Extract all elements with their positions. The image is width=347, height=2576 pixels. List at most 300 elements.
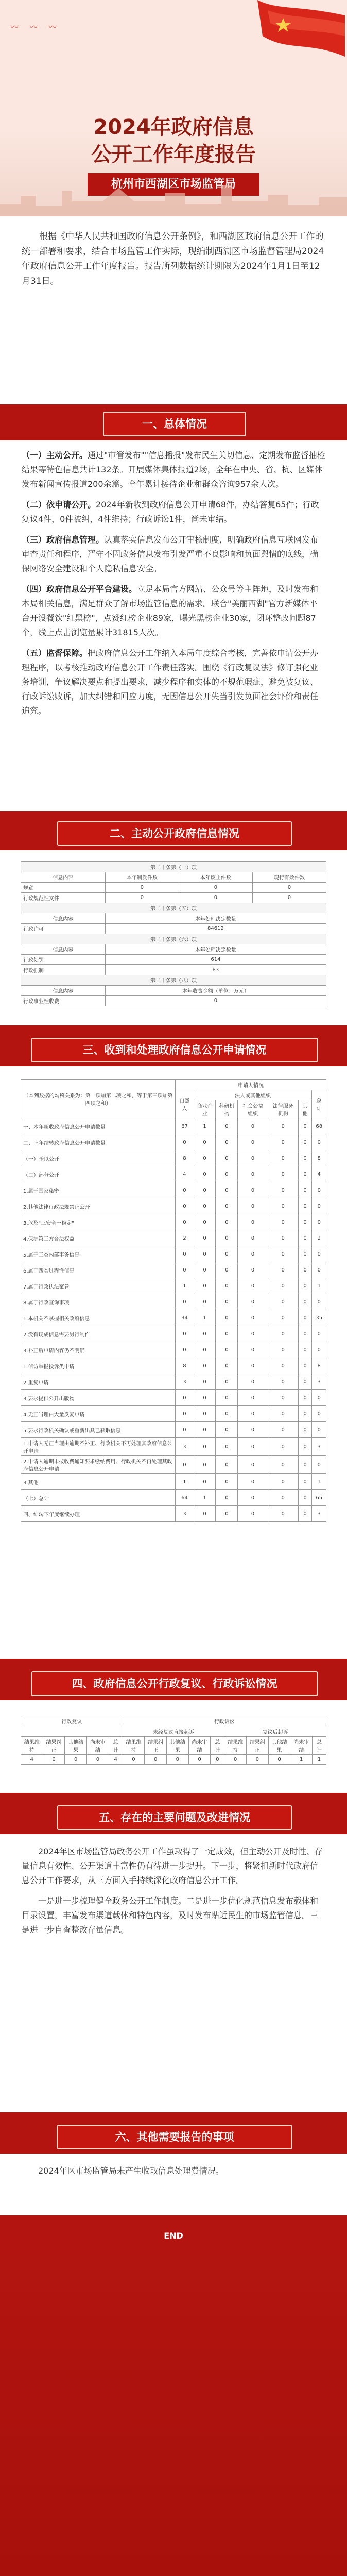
table3-row [21, 1182, 326, 1198]
table4-cell: 0 [145, 1755, 167, 1765]
table3-cell: 0 [312, 1342, 326, 1358]
review-litigation-table [21, 1716, 326, 1765]
overview-item-3 [22, 533, 325, 576]
table3-cell: 3 [312, 1506, 326, 1522]
table3-cell: 0 [312, 1326, 326, 1342]
table3-cell: 0 [312, 1182, 326, 1198]
table3-cell: 0 [238, 1118, 268, 1134]
table3-legal-header: 法人或其他组织 [194, 1090, 312, 1100]
table4-col: 结果纠正 [43, 1737, 65, 1755]
table3-cell: 0 [216, 1342, 238, 1358]
table3-cell: 0 [194, 1342, 216, 1358]
table3-row [21, 1134, 326, 1150]
table3-cell: 0 [268, 1490, 298, 1506]
table3-cell: 0 [268, 1198, 298, 1214]
overview-item-2-body: 2024年新收到政府信息公开申请68件，办结答复65件；行政复议4件，0件被纠，4件维持；行政诉讼1件，尚未审结。 [22, 500, 319, 524]
table3-row-label: （一）予以公开 [21, 1150, 176, 1166]
active-disclosure-table [21, 861, 326, 1006]
table4-col: 总计 [211, 1737, 224, 1755]
table3-cell: 0 [216, 1390, 238, 1406]
table4-cell: 0 [167, 1755, 189, 1765]
table3-row-label: 1.申请人无正当理由逾期不补正、行政机关不再处理其政府信息公开申请 [21, 1438, 176, 1456]
table3-row-label: 6.属于四类过程性信息 [21, 1262, 176, 1278]
table3-cell: 0 [268, 1262, 298, 1278]
table2-cell: 0 [179, 893, 252, 903]
overview-item-5-head: （五）监督保障。 [22, 648, 88, 658]
table3-sub-col: 法律服务机构 [268, 1100, 298, 1118]
table4-col: 其他结果 [268, 1737, 290, 1755]
table3-cell: 0 [238, 1474, 268, 1490]
table3-cell: 0 [216, 1456, 238, 1474]
overview-item-2-head: （二）依申请公开。 [22, 500, 96, 510]
table3-cell: 0 [216, 1438, 238, 1456]
overview-item-4-body: 立足本局官方网站、公众号等主阵地，及时发布和本局相关信息，满足群众了解市场监管信息的需求。联合"美丽西湖"官方新媒体平台开设餐饮"红黑榜"，点赞红榜企业89家，曝光黑榜企业30家，闭环整改问题87个，线上点击浏览量累计31815人次。 [22, 584, 319, 637]
table3-cell: 0 [238, 1390, 268, 1406]
table3-cell: 0 [238, 1230, 268, 1246]
table3-row [21, 1326, 326, 1342]
table4-col: 总计 [109, 1737, 123, 1755]
table2-col: 现行有效件数 [252, 872, 326, 883]
table2-cell: 0 [105, 996, 326, 1006]
table3-cell: 0 [194, 1166, 216, 1182]
table3-cell: 0 [268, 1278, 298, 1294]
table3-cell: 0 [194, 1474, 216, 1490]
table4-review-header: 行政复议 [21, 1716, 123, 1726]
table3-cell: 0 [312, 1422, 326, 1438]
table3-cell: 0 [298, 1438, 312, 1456]
table4-col: 尚未审结 [290, 1737, 313, 1755]
section-5-title: 五、存在的主要问题及改进情况 [57, 1805, 292, 1830]
org-name-badge: 杭州市西湖区市场监管局 [88, 173, 259, 196]
table3-cell: 0 [298, 1214, 312, 1230]
table2-col: 本年处理决定数量 [105, 944, 326, 955]
report-title-line2: 公开工作年度报告 [91, 143, 256, 166]
table3-cell: 2 [312, 1230, 326, 1246]
table3-natural-header: 自然人 [176, 1090, 194, 1118]
table3-cell: 34 [176, 1310, 194, 1326]
table3-cell: 0 [176, 1182, 194, 1198]
flag-icon [247, 0, 345, 67]
table3-cell: 0 [268, 1166, 298, 1182]
table3-cell: 0 [238, 1374, 268, 1390]
table3-cell: 0 [194, 1506, 216, 1522]
table3-cell: 1 [312, 1278, 326, 1294]
table3-cell: 0 [298, 1390, 312, 1406]
table3-cell: 35 [312, 1310, 326, 1326]
table3-cell: 8 [176, 1150, 194, 1166]
table4-cell: 0 [188, 1755, 211, 1765]
table3-row-label: 1.信访举报投诉类申请 [21, 1358, 176, 1374]
table4-col: 结果纠正 [246, 1737, 268, 1755]
table3-total-header: 总计 [312, 1090, 326, 1118]
table2-cell: 行政强制 [21, 965, 106, 975]
section-4-header [0, 1669, 347, 1696]
table3-sub-col: 商业企业 [194, 1100, 216, 1118]
table3-row-label: 3.要求提供公开出版物 [21, 1390, 176, 1406]
table3-cell: 0 [298, 1294, 312, 1310]
table3-cell: 0 [238, 1294, 268, 1310]
table3-row [21, 1294, 326, 1310]
table3-cell: 4 [176, 1166, 194, 1182]
table4-cell: 0 [224, 1755, 247, 1765]
table4-after-header: 复议后起诉 [224, 1726, 326, 1737]
table3-cell: 0 [298, 1342, 312, 1358]
overview-item-3-body: 认真落实信息发布公开审核制度，明确政府信息互联网发布审查责任和程序，严守不因政务信息发布引发严重不良影响和负面舆情的底线，确保网络安全建设和个人隐私信息安全。 [22, 535, 319, 573]
table3-row-label: 4.无正当理由大量反复申请 [21, 1406, 176, 1422]
section-4-title: 四、政府信息公开行政复议、行政诉讼情况 [31, 1671, 318, 1696]
table3-row [21, 1374, 326, 1390]
table2-header-3: 第二十条第（六）项 [21, 934, 326, 944]
end-mark: END [164, 2231, 183, 2241]
table3-cell: 0 [268, 1310, 298, 1326]
table2-cell: 行政许可 [21, 924, 106, 934]
table3-row-label: 2.其他法律行政法规禁止公开 [21, 1198, 176, 1214]
overview-item-1 [22, 448, 325, 492]
table3-cell: 0 [194, 1374, 216, 1390]
table3-cell: 0 [176, 1422, 194, 1438]
table3-cell: 0 [268, 1438, 298, 1456]
table3-cell: 0 [216, 1198, 238, 1214]
footer-background [0, 2246, 347, 2576]
table3-cell: 0 [216, 1246, 238, 1262]
table3-cell: 65 [312, 1490, 326, 1506]
section-5-header [0, 1803, 347, 1830]
table3-cell: 0 [298, 1150, 312, 1166]
table3-cell: 0 [176, 1198, 194, 1214]
overview-item-1-body: 通过"市管发布""信息播报"发布民生关切信息、定期发布监督抽检结果等特色信息共计132条。开展媒体集体报道2场，全年在中央、省、杭、区媒体发布新闻宣传报道200余篇。全年累计接待企业和群众咨询957余人次。 [22, 450, 325, 489]
table4-cell: 0 [211, 1755, 224, 1765]
table3-row-label: 4.保护第三方合法权益 [21, 1230, 176, 1246]
table3-cell: 68 [312, 1118, 326, 1134]
table2-col: 信息内容 [21, 944, 106, 955]
table2-cell: 614 [105, 955, 326, 965]
table3-cell: 0 [268, 1422, 298, 1438]
table3-row-label: 2.没有现成信息需要另行制作 [21, 1326, 176, 1342]
table3-cell: 0 [238, 1166, 268, 1182]
table3-row-label: 5.属于三类内部事务信息 [21, 1246, 176, 1262]
table3-cell: 4 [312, 1166, 326, 1182]
table4-cell: 0 [65, 1755, 87, 1765]
table3-cell: 0 [216, 1326, 238, 1342]
section-1-header [0, 410, 347, 436]
table4-col: 尚未审结 [188, 1737, 211, 1755]
table3-cell: 0 [298, 1262, 312, 1278]
table3-cell: 0 [238, 1456, 268, 1474]
table3-cell: 0 [298, 1230, 312, 1246]
table3-cell: 1 [194, 1118, 216, 1134]
table3-corner: （本列数据的勾稽关系为：第一项加第二项之和，等于第三项加第四项之和） [21, 1080, 176, 1118]
overview-item-3-head: （三）政府信息管理。 [22, 535, 105, 545]
table3-cell: 0 [216, 1294, 238, 1310]
table3-row-label: 2.申请人逾期未按收费通知要求缴纳费用、行政机关不再处理其政府信息公开申请 [21, 1456, 176, 1474]
table4-cell: 0 [268, 1755, 290, 1765]
table2-header-1: 第二十条第（一）项 [21, 862, 326, 872]
table3-cell: 0 [298, 1166, 312, 1182]
table2-col: 本年废止件数 [179, 872, 252, 883]
table3-cell: 0 [268, 1506, 298, 1522]
table3-cell: 0 [268, 1118, 298, 1134]
table3-cell: 0 [298, 1198, 312, 1214]
table3-cell: 0 [238, 1406, 268, 1422]
table3-row-label: 2.重复申请 [21, 1374, 176, 1390]
table3-cell: 0 [298, 1474, 312, 1490]
table2-col: 本年制发件数 [105, 872, 179, 883]
table3-cell: 0 [312, 1390, 326, 1406]
table3-cell: 0 [194, 1456, 216, 1474]
table4-col: 结果维持 [224, 1737, 247, 1755]
table3-cell: 0 [216, 1182, 238, 1198]
table3-cell: 0 [268, 1294, 298, 1310]
table3-row [21, 1278, 326, 1294]
table3-cell: 0 [268, 1182, 298, 1198]
table3-cell: 0 [176, 1134, 194, 1150]
table3-cell: 0 [216, 1490, 238, 1506]
table3-cell: 0 [268, 1150, 298, 1166]
other-text [22, 2164, 325, 2184]
table3-cell: 0 [238, 1438, 268, 1456]
table3-row [21, 1358, 326, 1374]
table3-cell: 3 [312, 1438, 326, 1456]
table4-litigation-header: 行政诉讼 [123, 1716, 326, 1726]
table2-col: 本年处理决定数量 [105, 913, 326, 924]
table3-cell: 0 [312, 1198, 326, 1214]
other-card [0, 2154, 347, 2215]
table2-cell: 行政事业性收费 [21, 996, 106, 1006]
table3-cell: 0 [176, 1342, 194, 1358]
table3-cell: 1 [194, 1310, 216, 1326]
table3-cell: 0 [216, 1166, 238, 1182]
table3-cell: 0 [298, 1134, 312, 1150]
table4-col: 总计 [313, 1737, 326, 1755]
table3-cell: 0 [298, 1278, 312, 1294]
table3-sub-col: 社会公益组织 [238, 1100, 268, 1118]
table3-cell: 0 [312, 1294, 326, 1310]
table3-cell: 0 [312, 1134, 326, 1150]
table2-cell: 0 [252, 883, 326, 893]
problems-paragraph-2: 一是进一步梳理健全政务公开工作制度。二是进一步优化规范信息发布载体和目录设置，丰富发布渠道载体和特色内容，及时发布贴近民生的市场监管信息。三是进一步自查整改存量信息。 [22, 1896, 319, 1935]
table3-cell: 0 [216, 1278, 238, 1294]
table3-cell: 8 [312, 1358, 326, 1374]
table3-cell: 0 [238, 1490, 268, 1506]
table3-row [21, 1214, 326, 1230]
table3-row [21, 1422, 326, 1438]
table3-cell: 0 [312, 1406, 326, 1422]
table4-cell: 4 [109, 1755, 123, 1765]
table2-col: 信息内容 [21, 986, 106, 996]
table4-cell: 0 [43, 1755, 65, 1765]
table2-header-2: 第二十条第（五）项 [21, 903, 326, 913]
table3-cell: 0 [216, 1422, 238, 1438]
table3-cell: 0 [194, 1198, 216, 1214]
table3-cell: 0 [194, 1390, 216, 1406]
table3-cell: 0 [194, 1262, 216, 1278]
table4-col: 尚未审结 [87, 1737, 109, 1755]
table3-cell: 0 [194, 1358, 216, 1374]
table2-cell: 0 [105, 893, 179, 903]
table4-cell: 0 [246, 1755, 268, 1765]
table3-cell: 0 [238, 1214, 268, 1230]
table3-cell: 0 [268, 1230, 298, 1246]
table3-cell: 0 [238, 1310, 268, 1326]
table3-cell: 0 [238, 1422, 268, 1438]
table3-cell: 0 [216, 1358, 238, 1374]
table2-cell: 0 [179, 883, 252, 893]
table3-cell: 3 [176, 1506, 194, 1522]
section-2-header [0, 819, 347, 846]
table2-cell: 行政规范性文件 [21, 893, 106, 903]
table3-cell: 0 [176, 1326, 194, 1342]
table3-cell: 0 [216, 1118, 238, 1134]
table2-cell: 0 [105, 883, 179, 893]
table3-cell: 0 [268, 1326, 298, 1342]
overview-item-5 [22, 646, 325, 718]
table3-cell: 0 [298, 1406, 312, 1422]
table4-col: 其他结果 [167, 1737, 189, 1755]
table3-sub-col: 科研机构 [216, 1100, 238, 1118]
hero-banner [0, 0, 347, 216]
table3-cell: 0 [298, 1358, 312, 1374]
table4-direct-header: 未经复议直接起诉 [123, 1726, 224, 1737]
table3-cell: 0 [268, 1406, 298, 1422]
table2-cell: 0 [252, 893, 326, 903]
table3-row-label: 3.其他 [21, 1474, 176, 1490]
table3-cell: 0 [298, 1374, 312, 1390]
section-6-title: 六、其他需要报告的事项 [57, 2125, 292, 2149]
table3-row-label: 8.属于行政查询事项 [21, 1294, 176, 1310]
table3-cell: 0 [238, 1326, 268, 1342]
table2-cell: 行政处罚 [21, 955, 106, 965]
table4-cell: 4 [21, 1755, 43, 1765]
table3-cell: 0 [176, 1246, 194, 1262]
table3-cell: 3 [312, 1374, 326, 1390]
table3-cell: 0 [268, 1358, 298, 1374]
birds-decoration: 〰 〰 〰 [10, 22, 61, 32]
table4-col: 其他结果 [65, 1737, 87, 1755]
table3-cell: 0 [238, 1182, 268, 1198]
section-6-header [0, 2123, 347, 2149]
table3-row [21, 1342, 326, 1358]
table3-row-label: （二）部分公开 [21, 1166, 176, 1182]
table3-cell: 0 [298, 1506, 312, 1522]
table3-cell: 0 [216, 1230, 238, 1246]
table3-row [21, 1198, 326, 1214]
table3-cell: 8 [312, 1150, 326, 1166]
table3-cell: 0 [268, 1134, 298, 1150]
table3-cell: 0 [194, 1246, 216, 1262]
table3-sub-col: 其他 [298, 1100, 312, 1118]
table3-cell: 0 [194, 1422, 216, 1438]
table3-cell: 0 [268, 1246, 298, 1262]
table3-cell: 0 [298, 1326, 312, 1342]
table3-row [21, 1150, 326, 1166]
table3-row-label: 四、结转下年度继续办理 [21, 1506, 176, 1522]
table3-row-label: 3.补正后申请内容仍不明确 [21, 1342, 176, 1358]
table3-cell: 67 [176, 1118, 194, 1134]
table3-cell: 0 [238, 1506, 268, 1522]
table3-cell: 0 [238, 1134, 268, 1150]
table3-row [21, 1406, 326, 1422]
table3-cell: 0 [238, 1198, 268, 1214]
overview-item-4-head: （四）政府信息公开平台建设。 [22, 584, 137, 594]
table4-col: 结果维持 [21, 1737, 43, 1755]
intro-paragraph: 根据《中华人民共和国政府信息公开条例》，和西湖区政府信息公开工作的统一部署和要求，结合市场监管工作实际，现编制西湖区市场监督管理局2024年政府信息公开工作年度报告。报告所列数据统计期限为2024年1月1日至12月31日。 [22, 231, 324, 286]
table2-cell: 83 [105, 965, 326, 975]
table3-cell: 0 [194, 1438, 216, 1456]
overview-item-2 [22, 498, 325, 527]
section-3-title: 三、收到和处理政府信息公开申请情况 [31, 1038, 318, 1062]
table3-cell: 0 [238, 1358, 268, 1374]
table3-cell: 1 [176, 1278, 194, 1294]
table3-cell: 0 [176, 1214, 194, 1230]
table3-cell: 0 [298, 1310, 312, 1326]
table3-row [21, 1474, 326, 1490]
section-3-header [0, 1036, 347, 1062]
table4-cell: 1 [313, 1755, 326, 1765]
table3-cell: 0 [298, 1456, 312, 1474]
table3-cell: 0 [216, 1134, 238, 1150]
table4-cell: 1 [290, 1755, 313, 1765]
table3-cell: 0 [268, 1342, 298, 1358]
table3-cell: 0 [194, 1230, 216, 1246]
table3-row [21, 1390, 326, 1406]
table3-cell: 0 [194, 1182, 216, 1198]
table3-row-label: 3.危及"三安全一稳定" [21, 1214, 176, 1230]
table3-row-label: 1.本机关不掌握相关政府信息 [21, 1310, 176, 1326]
table3-row-label: 7.属于行政执法案卷 [21, 1278, 176, 1294]
table2-cell: 84612 [105, 924, 326, 934]
table3-row-label: 1.属于国家秘密 [21, 1182, 176, 1198]
table3-row-label: 5.要求行政机关确认或重新出具已获取信息 [21, 1422, 176, 1438]
overview-item-4 [22, 582, 325, 640]
overview-list [22, 448, 325, 724]
table3-cell: 8 [176, 1358, 194, 1374]
table3-cell: 0 [268, 1214, 298, 1230]
table2-cell: 规章 [21, 883, 106, 893]
table3-cell: 0 [216, 1406, 238, 1422]
table3-cell: 3 [176, 1374, 194, 1390]
table3-cell: 0 [216, 1506, 238, 1522]
intro-text [22, 229, 325, 289]
table4-col: 结果纠正 [145, 1737, 167, 1755]
table3-cell: 0 [176, 1390, 194, 1406]
other-paragraph: 2024年区市场监管局未产生收取信息处理费情况。 [38, 2166, 224, 2176]
table3-cell: 2 [176, 1230, 194, 1246]
table3-cell: 0 [194, 1406, 216, 1422]
table3-row [21, 1246, 326, 1262]
table3-row [21, 1166, 326, 1182]
table3-row [21, 1262, 326, 1278]
table3-row [21, 1438, 326, 1456]
table3-cell: 0 [238, 1246, 268, 1262]
section-2-title: 二、主动公开政府信息情况 [57, 821, 292, 846]
table4-cell: 0 [123, 1755, 145, 1765]
section-1-title: 一、总体情况 [103, 412, 246, 436]
table4-spacer [21, 1726, 123, 1737]
table3-cell: 64 [176, 1490, 194, 1506]
table3-cell: 0 [298, 1182, 312, 1198]
report-title-line1: 2024年政府信息 [93, 115, 254, 139]
table3-cell: 0 [216, 1214, 238, 1230]
problems-text [22, 1844, 325, 1943]
table3-row [21, 1490, 326, 1506]
table3-row-label: （七）总计 [21, 1490, 176, 1506]
table3-cell: 0 [176, 1294, 194, 1310]
table3-row [21, 1310, 326, 1326]
table3-cell: 0 [298, 1490, 312, 1506]
table3-cell: 3 [176, 1438, 194, 1456]
table3-cell: 0 [298, 1422, 312, 1438]
table3-cell: 0 [312, 1456, 326, 1474]
